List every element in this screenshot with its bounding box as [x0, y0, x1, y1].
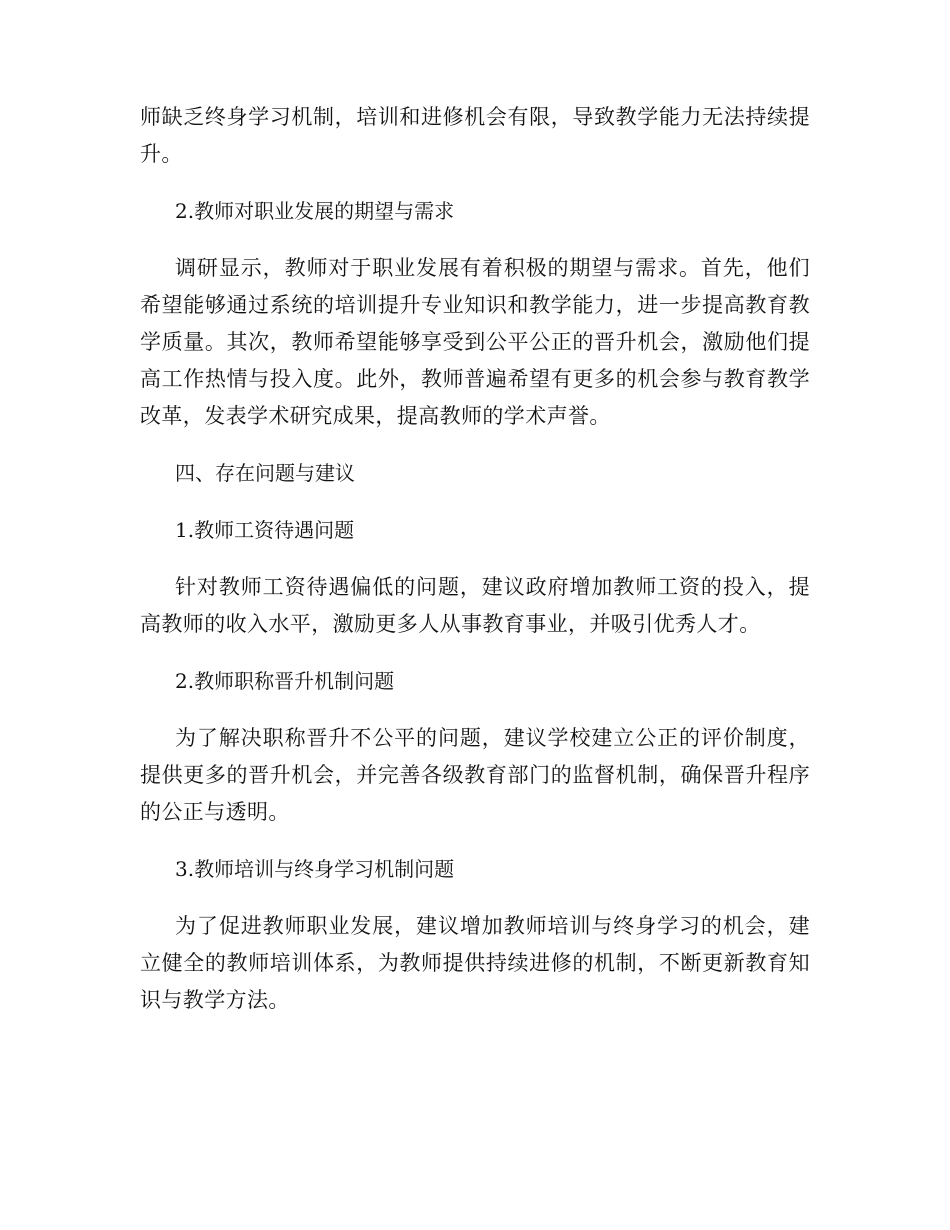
paragraph-survey-results: 调研显示，教师对于职业发展有着积极的期望与需求。首先，他们希望能够通过系统的培训提升专业知识和教学能力，进一步提高教育教学质量。其次，教师希望能够享受到公平公正的晋升机会，激励他们提高工作热情与投入度。此外，教师普遍希望有更多的机会参与教育教学改革，发表学术研究成果，提高教师的学术声誉。 — [140, 256, 810, 428]
heading-training-issue: 3.教师培训与终身学习机制问题 — [175, 857, 455, 881]
heading-salary-issue: 1.教师工资待遇问题 — [175, 518, 355, 542]
document-page — [140, 99, 810, 1019]
paragraph-promotion-suggestion: 为了解决职称晋升不公平的问题，建议学校建立公正的评价制度，提供更多的晋升机会，并完善各级教育部门的监督机制，确保晋升程序的公正与透明。 — [140, 726, 810, 824]
heading-career-expectations: 2.教师对职业发展的期望与需求 — [175, 199, 455, 223]
heading-section-four: 四、存在问题与建议 — [175, 461, 355, 485]
paragraph-salary-suggestion: 针对教师工资待遇偏低的问题，建议政府增加教师工资的投入，提高教师的收入水平，激励更多人从事教育事业，并吸引优秀人才。 — [140, 575, 810, 636]
paragraph-continued: 师缺乏终身学习机制，培训和进修机会有限，导致教学能力无法持续提升。 — [140, 105, 810, 166]
heading-promotion-issue: 2.教师职称晋升机制问题 — [175, 669, 395, 693]
paragraph-training-suggestion: 为了促进教师职业发展，建议增加教师培训与终身学习的机会，建立健全的教师培训体系，为教师提供持续进修的机制，不断更新教育知识与教学方法。 — [140, 914, 810, 1012]
